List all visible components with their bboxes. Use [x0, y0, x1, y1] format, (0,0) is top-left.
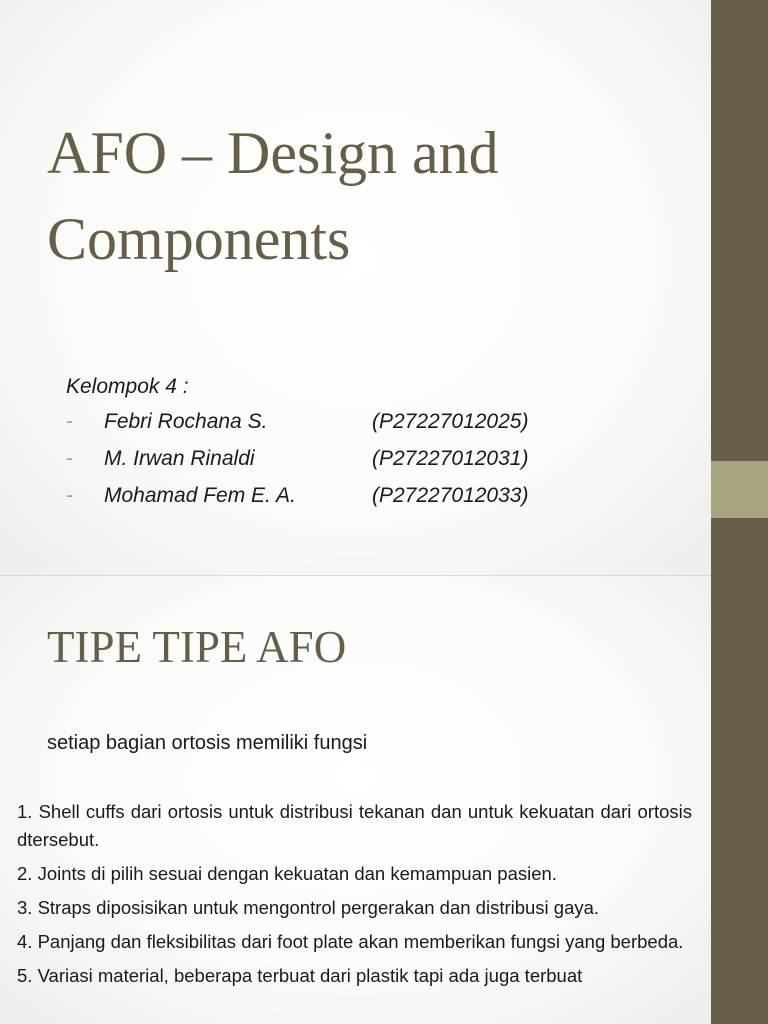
- member-id: (P27227012031): [372, 447, 529, 470]
- member-name: Febri Rochana S.: [104, 410, 268, 433]
- member-row: [66, 403, 529, 440]
- member-id: (P27227012025): [372, 410, 529, 433]
- bullet-dash: -: [66, 484, 73, 507]
- slide-title-heading: [47, 110, 687, 282]
- bullet-dash: -: [66, 447, 73, 470]
- group-members: [66, 370, 529, 514]
- list-item: 5. Variasi material, beberapa terbuat dari plastik tapi ada juga terbuat: [17, 965, 583, 986]
- bullet-dash: -: [66, 410, 73, 433]
- points-list: [17, 798, 692, 996]
- member-id: (P27227012033): [372, 484, 529, 507]
- intro-text: setiap bagian ortosis memiliki fungsi: [47, 732, 368, 754]
- list-item: 2. Joints di pilih sesuai dengan kekuatan dan kemampuan pasien.: [17, 863, 557, 884]
- slide-heading: TIPE TIPE AFO: [47, 622, 347, 672]
- title-line-1: AFO – Design and: [47, 120, 499, 186]
- member-row: [66, 440, 529, 477]
- member-name: Mohamad Fem E. A.: [104, 484, 296, 507]
- group-label: Kelompok 4 :: [66, 375, 189, 398]
- member-row: [66, 477, 529, 514]
- member-name: M. Irwan Rinaldi: [104, 447, 255, 470]
- list-item: 1. Shell cuffs dari ortosis untuk distribusi tekanan dan untuk kekuatan dari ortosis dtersebut.: [17, 801, 692, 850]
- list-item: 3. Straps diposisikan untuk mengontrol pergerakan dan distribusi gaya.: [17, 897, 600, 918]
- list-item: 4. Panjang dan fleksibilitas dari foot plate akan memberikan fungsi yang berbeda.: [17, 931, 684, 952]
- side-accent-block: [711, 461, 768, 518]
- title-line-2: Components: [47, 206, 351, 272]
- slide-afo-types: [0, 576, 711, 1024]
